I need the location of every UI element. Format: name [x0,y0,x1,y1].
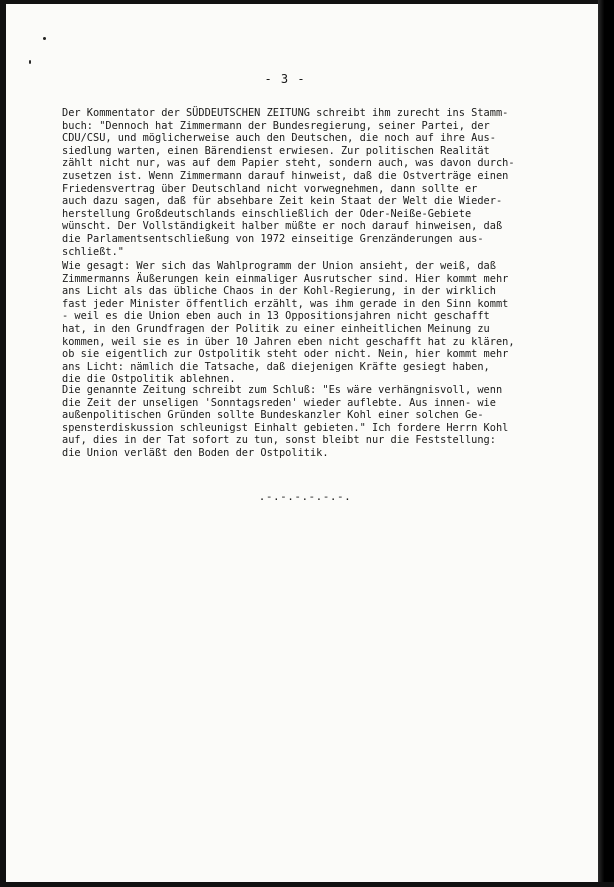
page-number: - 3 - [264,72,306,86]
scan-border-left [0,0,6,887]
scan-border-top [0,0,614,4]
paragraph-3: Die genannte Zeitung schreibt zum Schluß: "Es wäre verhängnisvoll, wenn die Zeit der unseligen 'Sonntagsreden' wieder auflebte. Aus innen- wie außenpolitischen Gründen sollte Bundeskanzler Kohl einer solchen Ge- spensterdiskussion schleunigst Einhalt gebieten." Ich fordere Herrn Kohl auf, dies in der Tat sofort zu tun, sonst bleibt nur die Feststellung: die Union verläßt den Boden der Ostpolitik. [62,384,509,459]
scan-border-bottom [0,882,614,887]
scan-speck [29,60,31,64]
closing-divider: .-.-.-.-.-.-. [258,490,352,503]
paragraph-2: Wie gesagt: Wer sich das Wahlprogramm der Union ansieht, der weiß, daß Zimmermanns Äußerungen kein einmaliger Ausrutscher sind. Hier kommt mehr ans Licht als das übliche Chaos in der Kohl-Regierung, in der wirklich fast jeder Minister öffentlich erzählt, was ihm gerade in den Sinn kommt - weil es die Union eben auch in 13 Oppositionsjahren nicht geschafft hat, in den Grundfragen der Politik zu einer einheitlichen Meinung zu kommen, weil sie es in über 10 Jahren eben nicht geschafft hat zu klären, ob sie eigentlich zur Ostpolitik steht oder nicht. Nein, hier kommt mehr ans Licht: nämlich die Tatsache, daß diejenigen Kräfte gesiegt haben, die die Ostpolitik ablehnen. [62,260,515,386]
scan-speck [43,37,46,40]
paragraph-1: Der Kommentator der SÜDDEUTSCHEN ZEITUNG schreibt ihm zurecht ins Stamm- buch: "Dennoch hat Zimmermann der Bundesregierung, seiner Partei, der CDU/CSU, und möglicherweise auch den Deutschen, die noch auf ihre Aus- siedlung warten, einen Bärendienst erwiesen. Zur politischen Realität zählt nicht nur, was auf dem Papier steht, sondern auch, was davon durch- zusetzen ist. Wenn Zimmermann darauf hinweist, daß die Ostverträge einen Friedensvertrag über Deutschland nicht vorwegnehmen, dann sollte er auch dazu sagen, daß für absehbare Zeit kein Staat der Welt die Wieder- herstellung Großdeutschlands einschließlich der Oder-Neiße-Gebiete wünscht. Der Vollständigkeit halber müßte er noch darauf hinweisen, daß die Parlamentsentschließung von 1972 einseitige Grenzänderungen aus- schließt." [62,107,515,258]
scan-border-right [598,0,614,887]
